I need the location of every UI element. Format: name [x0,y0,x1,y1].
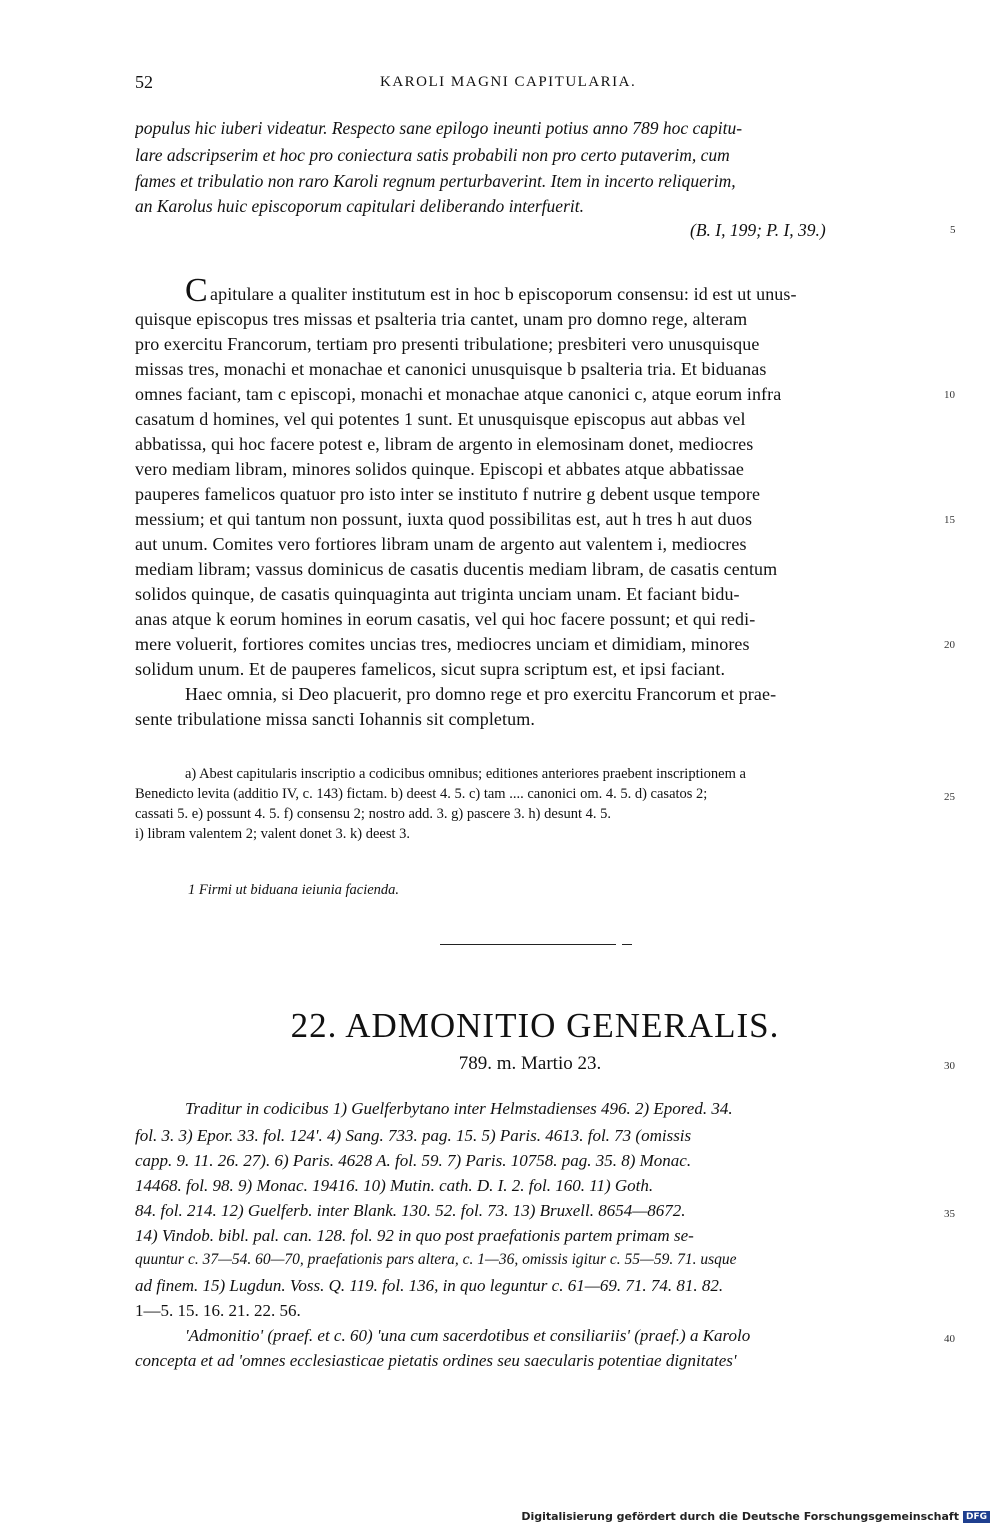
footnote-line: Benedicto levita (additio IV, c. 143) fictam. b) deest 4. 5. c) tam .... canonici om. 4. 5. d) casatos 2; [135,786,708,802]
body-line: pauperes famelicos quatuor pro isto inter se instituto f nutrire g debent usque tempore [135,484,761,504]
page-number: 52 [135,72,153,92]
body-line: pro exercitu Francorum, tertiam pro presenti tribulatione; presbiteri vero unusquisque [135,334,760,354]
footer-text: Digitalisierung gefördert durch die Deutsche Forschungsgemeinschaft [521,1510,959,1523]
running-title: KAROLI MAGNI CAPITULARIA. [380,74,637,90]
body-line: mere voluerit, fortiores comites uncias tres, mediocres unciam et dimidiam, minores [135,634,750,654]
line-number: 40 [944,1333,955,1345]
body-line: aut unum. Comites vero fortiores libram unam de argento aut valentem i, mediocres [135,534,747,554]
traditur-line: 84. fol. 214. 12) Guelferb. inter Blank. 130. 52. fol. 73. 13) Bruxell. 8654—8672. [135,1201,686,1220]
traditur-line: concepta et ad 'omnes ecclesiasticae pietatis ordines seu saecularis potentiae dignitates' [135,1351,737,1370]
traditur-line: 14468. fol. 98. 9) Monac. 19416. 10) Mutin. cath. D. I. 2. fol. 160. 11) Goth. [135,1176,654,1195]
body-line: mediam libram; vassus dominicus de casatis ducentis mediam libram, de casatis centum [135,559,778,579]
line-number: 15 [944,514,955,526]
body-line: sente tribulatione missa sancti Iohannis sit completum. [135,709,535,729]
body-line: casatum d homines, vel qui potentes 1 sunt. Et unusquisque episcopus aut abbas vel [135,409,746,429]
line-number: 25 [944,791,955,803]
line-number: 35 [944,1208,955,1220]
traditur-line: 14) Vindob. bibl. pal. can. 128. fol. 92 in quo post praefationis partem primam se- [135,1226,694,1245]
traditur-line: fol. 3. 3) Epor. 33. fol. 124'. 4) Sang. 733. pag. 15. 5) Paris. 4613. fol. 73 (omissis [135,1126,692,1145]
traditur-line: Traditur in codicibus 1) Guelferbytano inter Helmstadienses 496. 2) Epored. 34. [185,1099,733,1118]
footnote-line: cassati 5. e) possunt 4. 5. f) consensu 2; nostro add. 3. g) pascere 3. h) desunt 4. 5. [135,806,611,822]
body-line: abbatissa, qui hoc facere potest e, libram de argento in elemosinam donet, mediocres [135,434,754,454]
body-line: missas tres, monachi et monachae et canonici unusquisque b psalteria tria. Et biduanas [135,359,767,379]
intro-line: fames et tribulatio non raro Karoli regnum perturbaverint. Item in incerto reliquerim, [135,171,736,191]
traditur-line: quuntur c. 37—54. 60—70, praefationis pars altera, c. 1—36, omissis igitur c. 55—59. 71. usque [135,1251,737,1268]
body-line: quisque episcopus tres missas et psalteria tria cantet, unam pro domno rege, alteram [135,309,748,329]
body-line: omnes faciant, tam c episcopi, monachi et monachae atque canonici c, atque eorum infra [135,384,782,404]
body-line: vero mediam libram, minores solidos quinque. Episcopi et abbates atque abbatissae [135,459,744,479]
line-number: 30 [944,1060,955,1072]
body-line: solidos quinque, de casatis quinquaginta aut triginta unciam unam. Et faciant bidu- [135,584,740,604]
body-line: Haec omnia, si Deo placuerit, pro domno rege et pro exercitu Francorum et prae- [185,684,777,704]
footnote-line: a) Abest capitularis inscriptio a codicibus omnibus; editiones anteriores praebent inscriptionem a [185,766,746,782]
section-date: 789. m. Martio 23. [458,1053,602,1074]
intro-line: populus hic iuberi videatur. Respecto sane epilogo ineunti potius anno 789 hoc capitu- [135,118,743,138]
traditur-line: 'Admonitio' (praef. et c. 60) 'una cum sacerdotibus et consiliariis' (praef.) a Karolo [185,1326,751,1345]
section-divider-dash [622,944,632,945]
body-line: anas atque k eorum homines in eorum casatis, vel qui hoc facere possunt; et qui redi- [135,609,756,629]
line-number: 10 [944,389,955,401]
traditur-line: 1—5. 15. 16. 21. 22. 56. [135,1301,301,1320]
traditur-line: ad finem. 15) Lugdun. Voss. Q. 119. fol. 136, in quo leguntur c. 61—69. 71. 74. 81. 82. [135,1276,724,1295]
footnote-line: i) libram valentem 2; valent donet 3. k) deest 3. [135,826,411,842]
intro-line: an Karolus huic episcoporum capitulari deliberando interfuerit. [135,196,584,216]
line-number: 5 [950,224,956,236]
dfg-logo-icon: DFG [963,1511,990,1523]
body-line: apitulare a qualiter institutum est in hoc b episcoporum consensu: id est ut unus- [210,284,797,304]
intro-reference: (B. I, 199; P. I, 39.) [690,220,826,240]
digitization-footer [521,1510,990,1523]
dropcap: C [185,272,208,309]
section-divider [440,944,616,945]
section-title: 22. ADMONITIO GENERALIS. [290,1006,780,1045]
footnote-numeric: 1 Firmi ut biduana ieiunia facienda. [188,882,400,898]
body-line: solidum unum. Et de pauperes famelicos, sicut supra scriptum est, et ipsi faciant. [135,659,726,679]
line-number: 20 [944,639,955,651]
body-line: messium; et qui tantum non possunt, iuxta quod possibilitas est, aut h tres h aut duos [135,509,753,529]
intro-line: lare adscripserim et hoc pro coniectura satis probabili non pro certo putaverim, cum [135,145,730,165]
traditur-line: capp. 9. 11. 26. 27). 6) Paris. 4628 A. fol. 59. 7) Paris. 10758. pag. 35. 8) Monac. [135,1151,692,1170]
